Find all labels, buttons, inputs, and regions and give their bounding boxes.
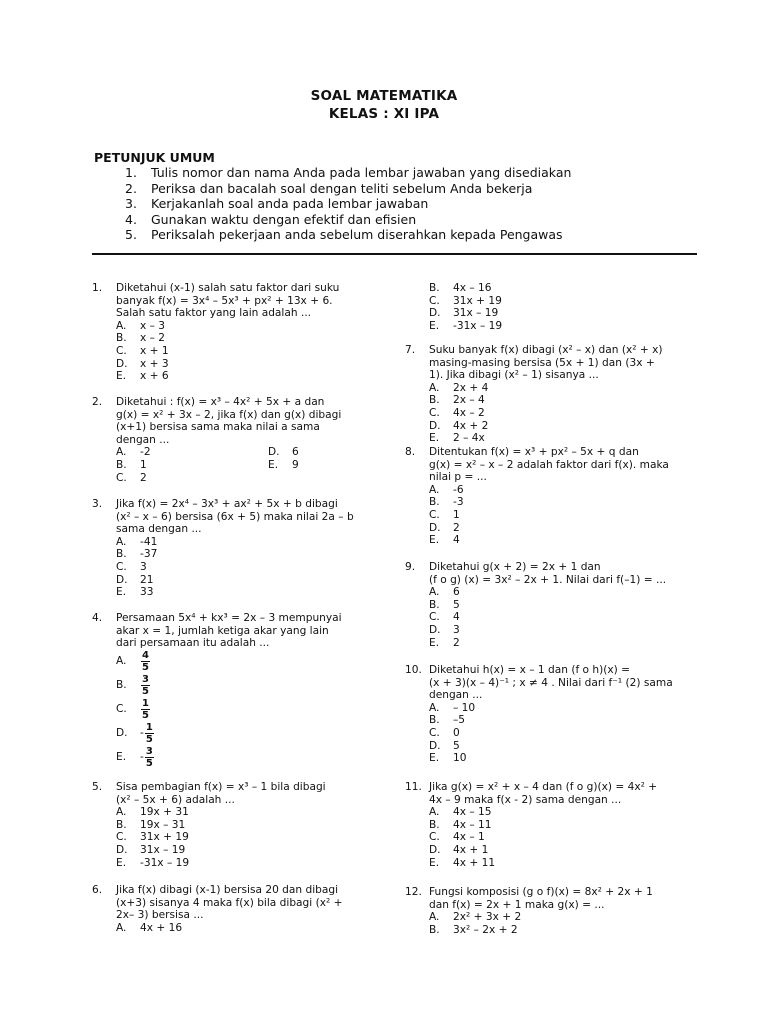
option-sign: - (140, 727, 144, 740)
answer-option[interactable] (116, 345, 384, 358)
question-stem-line: (x+1) bersisa sama maka nilai a sama (116, 421, 320, 434)
option-text: x – 3 (140, 319, 166, 332)
answer-option[interactable] (116, 857, 384, 870)
answer-option[interactable] (429, 637, 697, 650)
option-fraction (141, 674, 150, 697)
option-letter: E. (429, 636, 440, 649)
instruction-item (125, 165, 725, 181)
instructions-list (125, 165, 725, 243)
page-title: SOAL MATEMATIKA (310, 88, 458, 104)
answer-option[interactable] (116, 358, 384, 371)
answer-option[interactable] (429, 599, 697, 612)
option-text: 3 (140, 560, 147, 573)
question-stem-line: Ditentukan f(x) = x³ + px² – 5x + q dan (429, 446, 639, 458)
question-stem-line: Suku banyak f(x) dibagi (x² – x) dan (x² + x) (429, 344, 663, 356)
question-stem-line: dengan ... (429, 689, 483, 702)
answer-option[interactable] (429, 534, 697, 547)
question-stem-line: akar x = 1, jumlah ketiga akar yang lain (116, 624, 329, 637)
option-text: 4x – 16 (453, 282, 492, 294)
fraction-denominator: 5 (142, 662, 149, 674)
option-text: 4x – 2 (453, 406, 485, 419)
option-letter: B. (429, 282, 440, 294)
option-letter: D. (429, 307, 441, 320)
option-letter: E. (429, 534, 440, 547)
answer-option[interactable] (116, 472, 268, 485)
option-letter: C. (116, 344, 127, 357)
option-letter: E. (429, 319, 440, 332)
answer-option[interactable] (429, 844, 697, 857)
answer-option[interactable] (429, 394, 697, 407)
divider (92, 253, 697, 255)
question-number: 7. (405, 344, 416, 356)
option-letter: C. (429, 406, 440, 419)
option-letter: A. (116, 446, 127, 459)
answer-option[interactable] (116, 844, 384, 857)
option-text: 4x + 2 (453, 419, 489, 432)
option-fraction (141, 650, 150, 673)
option-letter: C. (116, 703, 127, 716)
option-letter: D. (429, 843, 441, 856)
instruction-text: Tulis nomor dan nama Anda pada lembar jawaban yang disediakan (151, 165, 572, 180)
option-letter: E. (116, 751, 127, 764)
option-letter: E. (268, 458, 279, 471)
question-7 (405, 344, 697, 445)
option-letter: D. (429, 419, 441, 432)
option-text: 33 (140, 586, 154, 599)
instruction-number: 1. (125, 165, 137, 180)
instruction-item (125, 227, 725, 243)
question-stem-line: (f o g) (x) = 3x² – 2x + 1. Nilai dari f(–1) = ... (429, 573, 667, 586)
option-letter: B. (116, 548, 127, 561)
question-stem-line: dan f(x) = 2x + 1 maka g(x) = ... (429, 898, 605, 911)
answer-option[interactable] (429, 496, 697, 509)
option-letter: B. (429, 714, 440, 727)
option-text: 4x – 1 (453, 831, 485, 844)
option-text: 21 (140, 573, 154, 586)
instruction-number: 2. (125, 180, 137, 196)
instruction-number: 4. (125, 211, 137, 227)
instruction-text: Gunakan waktu dengan efektif dan efisien (151, 211, 417, 227)
option-letter: A. (429, 701, 440, 714)
option-letter: C. (429, 831, 440, 844)
option-letter: D. (116, 573, 128, 586)
answer-option[interactable] (429, 509, 697, 522)
option-text: 2x + 4 (453, 381, 489, 394)
option-text: 5 (453, 739, 460, 752)
instructions-title: PETUNJUK UMUM (94, 150, 215, 165)
answer-option[interactable] (116, 819, 384, 832)
question-number: 4. (92, 612, 103, 624)
option-text: x + 1 (140, 344, 169, 357)
option-letter: B. (429, 598, 440, 611)
option-letter: E. (429, 752, 440, 765)
question-number: 1. (92, 282, 103, 294)
option-letter: B. (116, 458, 127, 471)
option-text: -2 (140, 446, 151, 459)
answer-option[interactable] (116, 746, 384, 770)
option-text: 31x – 19 (453, 307, 499, 320)
option-text: 3x² – 2x + 2 (453, 923, 518, 936)
answer-option[interactable] (429, 727, 697, 740)
instruction-item (125, 181, 725, 197)
answer-option[interactable] (116, 586, 384, 599)
answer-option[interactable] (116, 574, 384, 587)
fraction-denominator: 5 (142, 710, 149, 722)
question-stem-line: Persamaan 5x⁴ + kx³ = 2x – 3 mempunyai (116, 612, 342, 624)
answer-option[interactable] (429, 831, 697, 844)
answer-option[interactable] (429, 420, 697, 433)
question-number: 12. (405, 886, 422, 898)
answer-option[interactable] (429, 624, 697, 637)
instruction-text: Kerjakanlah soal anda pada lembar jawaban (151, 196, 429, 212)
answer-option[interactable] (116, 332, 384, 345)
answer-option[interactable] (116, 548, 384, 561)
option-letter: B. (429, 818, 440, 831)
option-letter: E. (429, 432, 440, 445)
option-text: 4x + 1 (453, 843, 489, 856)
option-letter: B. (116, 818, 127, 831)
question-number: 6. (92, 884, 103, 896)
answer-option[interactable] (429, 407, 697, 420)
answer-option[interactable] (429, 714, 697, 727)
answer-option[interactable] (116, 446, 268, 459)
option-fraction (145, 722, 154, 745)
answer-option[interactable] (429, 857, 697, 870)
answer-option[interactable] (116, 831, 384, 844)
option-text: 31x – 19 (140, 843, 186, 856)
option-text: 31x + 19 (453, 294, 502, 307)
question-stem-line: Diketahui (x-1) salah satu faktor dari suku (116, 282, 340, 294)
option-text: 2x² + 3x + 2 (453, 911, 522, 924)
question-stem-line: dari persamaan itu adalah ... (116, 637, 270, 650)
answer-option[interactable] (429, 806, 697, 819)
answer-option[interactable] (429, 282, 697, 295)
question-number: 11. (405, 781, 422, 793)
option-text: 5 (453, 598, 460, 611)
option-text: x – 2 (140, 332, 166, 345)
answer-option[interactable] (116, 536, 384, 549)
option-letter: B. (429, 923, 440, 936)
option-letter: A. (429, 806, 440, 819)
answer-option[interactable] (429, 740, 697, 753)
question-6 (92, 884, 384, 934)
option-text: 4x – 11 (453, 818, 492, 831)
option-letter: D. (116, 843, 128, 856)
option-text: 1 (453, 508, 460, 521)
fraction-denominator: 5 (145, 734, 153, 746)
instruction-item (125, 212, 725, 228)
question-6-continued (405, 282, 697, 332)
option-text: 31x + 19 (140, 831, 189, 844)
question-number: 10. (405, 664, 422, 676)
question-stem-line: Diketahui : f(x) = x³ – 4x² + 5x + a dan (116, 396, 325, 408)
question-5 (92, 781, 384, 869)
option-letter: D. (268, 446, 280, 459)
answer-option[interactable] (429, 611, 697, 624)
question-number: 5. (92, 781, 103, 793)
option-text: 1 (140, 458, 147, 471)
instruction-text: Periksa dan bacalah soal dengan teliti sebelum Anda bekerja (151, 180, 533, 196)
option-text: 4 (453, 611, 460, 624)
question-stem-line: (x+3) sisanya 4 maka f(x) bila dibagi (x² + (116, 896, 343, 909)
option-letter: B. (116, 679, 127, 692)
option-letter: D. (116, 357, 128, 370)
question-stem-line: Diketahui g(x + 2) = 2x + 1 dan (429, 561, 601, 573)
option-fraction (141, 698, 150, 721)
question-stem-line: 1). Jika dibagi (x² – 1) sisanya ... (429, 369, 599, 382)
answer-option[interactable] (116, 459, 268, 472)
answer-option[interactable] (429, 924, 697, 937)
answer-option[interactable] (116, 806, 384, 819)
option-text: -41 (140, 535, 158, 548)
question-number: 3. (92, 498, 103, 510)
option-letter: C. (116, 831, 127, 844)
question-stem-line: Diketahui h(x) = x – 1 dan (f o h)(x) = (429, 664, 631, 676)
option-letter: B. (429, 394, 440, 407)
option-letter: A. (116, 535, 127, 548)
option-letter: A. (429, 381, 440, 394)
option-letter: D. (429, 521, 441, 534)
option-fraction (145, 746, 154, 769)
option-text: – 10 (453, 701, 476, 714)
option-letter: C. (116, 471, 127, 484)
option-letter: A. (116, 319, 127, 332)
answer-option[interactable] (268, 446, 388, 459)
fraction-numerator: 3 (142, 674, 149, 686)
option-text: 2 – 4x (453, 432, 485, 445)
question-stem-line: Sisa pembagian f(x) = x³ – 1 bila dibagi (116, 781, 326, 793)
answer-option[interactable] (429, 819, 697, 832)
question-stem-line: sama dengan ... (116, 523, 202, 536)
instruction-text: Periksalah pekerjaan anda sebelum diserahkan kepada Pengawas (151, 227, 563, 243)
option-letter: E. (116, 856, 127, 869)
option-letter: A. (429, 483, 440, 496)
option-letter: C. (429, 726, 440, 739)
option-text: 3 (453, 623, 460, 636)
answer-option[interactable] (429, 522, 697, 535)
question-12 (405, 886, 697, 936)
instruction-item (125, 196, 725, 212)
option-text: 2x – 4 (453, 394, 485, 407)
question-stem-line: nilai p = ... (429, 471, 487, 484)
option-text: 4x – 15 (453, 806, 492, 819)
question-stem-line: Jika g(x) = x² + x – 4 dan (f o g)(x) = 4x² + (429, 781, 658, 793)
question-stem-line: 4x – 9 maka f(x - 2) sama dengan ... (429, 793, 622, 806)
option-text: 9 (292, 458, 299, 471)
option-text: 4 (453, 534, 460, 547)
question-stem-line: (x² – x – 6) bersisa (6x + 5) maka nilai 2a – b (116, 510, 354, 523)
fraction-numerator: 1 (145, 722, 153, 734)
option-text: -37 (140, 548, 158, 561)
option-letter: D. (116, 727, 128, 740)
question-stem-line: 2x– 3) bersisa ... (116, 909, 204, 922)
question-stem-line: g(x) = x² – x – 2 adalah faktor dari f(x). maka (429, 458, 669, 471)
answer-option[interactable] (116, 650, 384, 674)
option-text: 4x + 11 (453, 856, 496, 869)
answer-option[interactable] (429, 382, 697, 395)
question-stem-line: Salah satu faktor yang lain adalah ... (116, 307, 312, 320)
question-4 (92, 612, 384, 770)
option-letter: A. (429, 911, 440, 924)
option-letter: E. (429, 856, 440, 869)
fraction-numerator: 3 (145, 746, 153, 758)
option-letter: C. (429, 508, 440, 521)
answer-option[interactable] (116, 698, 384, 722)
option-letter: D. (429, 739, 441, 752)
instruction-number: 5. (125, 227, 137, 243)
page-subtitle: KELAS : XI IPA (328, 106, 440, 122)
option-text: 2 (453, 521, 460, 534)
fraction-denominator: 5 (145, 758, 153, 770)
question-number-spacer (405, 282, 429, 332)
option-text: 2 (140, 471, 147, 484)
option-text: 6 (453, 586, 460, 599)
question-number: 8. (405, 446, 416, 458)
answer-option[interactable] (116, 722, 384, 746)
answer-option[interactable] (429, 911, 697, 924)
question-2 (92, 396, 384, 484)
option-letter: B. (429, 496, 440, 509)
question-stem-line: Jika f(x) = 2x⁴ – 3x³ + ax² + 5x + b dibagi (116, 498, 338, 510)
option-text: -3 (453, 496, 464, 509)
question-stem-line: (x + 3)(x – 4)⁻¹ ; x ≠ 4 . Nilai dari f⁻¹ (2) sama (429, 676, 673, 689)
option-letter: C. (116, 560, 127, 573)
answer-option[interactable] (429, 432, 697, 445)
answer-option[interactable] (116, 320, 384, 333)
fraction-numerator: 1 (142, 698, 149, 710)
answer-option[interactable] (429, 586, 697, 599)
option-letter: D. (429, 623, 441, 636)
question-stem-line: g(x) = x² + 3x – 2, jika f(x) dan g(x) dibagi (116, 408, 342, 421)
question-stem-line: masing-masing bersisa (5x + 1) dan (3x + (429, 356, 655, 369)
question-number: 9. (405, 561, 416, 573)
option-text: 0 (453, 726, 460, 739)
option-text: 4x + 16 (140, 921, 183, 934)
question-stem-line: Jika f(x) dibagi (x-1) bersisa 20 dan dibagi (116, 884, 339, 896)
option-text: -31x – 19 (140, 856, 190, 869)
instruction-number: 3. (125, 196, 137, 212)
answer-option[interactable] (429, 484, 697, 497)
answer-option[interactable] (429, 752, 697, 765)
option-text: 10 (453, 752, 467, 765)
option-text: 6 (292, 446, 299, 459)
option-letter: C. (429, 611, 440, 624)
question-3 (92, 498, 384, 599)
fraction-numerator: 4 (142, 650, 149, 662)
fraction-denominator: 5 (142, 686, 149, 698)
option-letter: A. (116, 921, 127, 934)
answer-option[interactable] (268, 459, 388, 472)
answer-option[interactable] (429, 307, 697, 320)
answer-option[interactable] (429, 702, 697, 715)
option-text: x + 3 (140, 357, 169, 370)
answer-option[interactable] (116, 674, 384, 698)
question-number: 2. (92, 396, 103, 408)
question-stem-line: banyak f(x) = 3x⁴ – 5x³ + px² + 13x + 6. (116, 294, 333, 307)
option-text: 19x + 31 (140, 806, 189, 819)
option-text: x + 6 (140, 370, 169, 383)
question-stem-line: dengan ... (116, 433, 170, 446)
answer-option[interactable] (116, 561, 384, 574)
option-letter: A. (429, 586, 440, 599)
option-letter: A. (116, 655, 127, 668)
question-9 (405, 561, 697, 649)
answer-option[interactable] (116, 370, 384, 383)
option-text: -6 (453, 483, 464, 496)
question-stem-line: Fungsi komposisi (g o f)(x) = 8x² + 2x + 1 (429, 886, 653, 898)
answer-option[interactable] (116, 922, 384, 935)
question-1 (92, 282, 384, 383)
option-text: 19x – 31 (140, 818, 186, 831)
question-8 (405, 446, 697, 547)
option-letter: E. (116, 586, 127, 599)
question-stem-line: (x² – 5x + 6) adalah ... (116, 793, 235, 806)
option-letter: B. (116, 332, 127, 345)
option-text: -31x – 19 (453, 319, 503, 332)
option-text: 2 (453, 636, 460, 649)
option-letter: A. (116, 806, 127, 819)
option-letter: C. (429, 294, 440, 307)
option-letter: E. (116, 370, 127, 383)
answer-option[interactable] (429, 295, 697, 308)
answer-option[interactable] (429, 320, 697, 333)
question-10 (405, 664, 697, 765)
question-11 (405, 781, 697, 869)
option-text: –5 (453, 714, 466, 727)
option-sign: - (140, 751, 144, 764)
